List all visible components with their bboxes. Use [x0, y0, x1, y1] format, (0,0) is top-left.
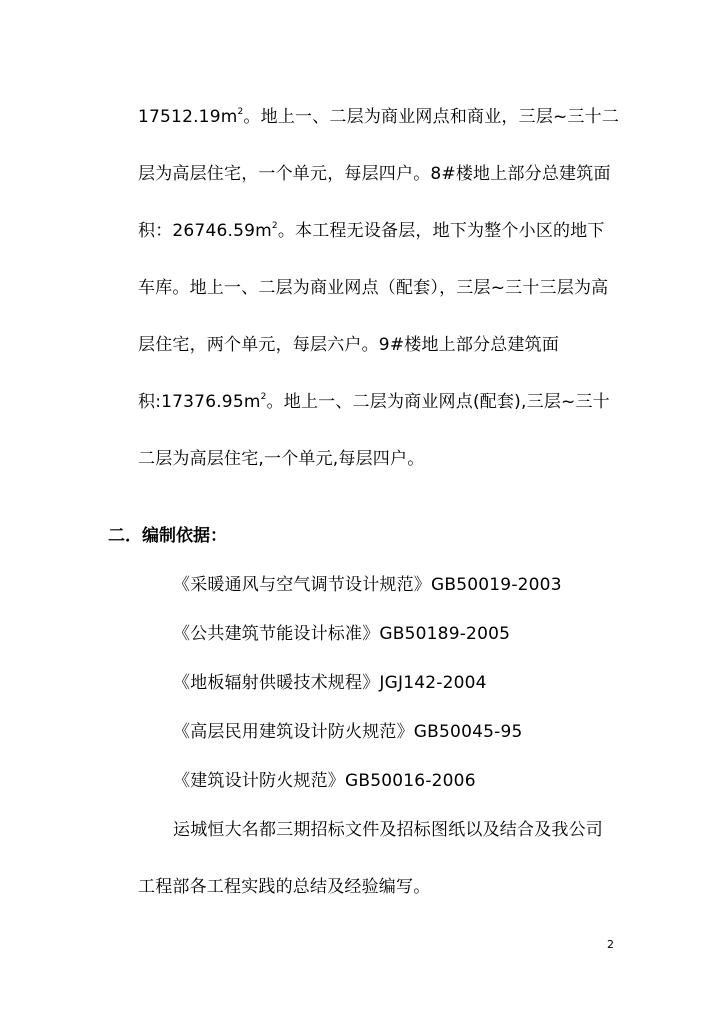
body-line-7: 二层为高层住宅,一个单元,每层四户。	[138, 449, 425, 469]
superscript: 2	[271, 221, 278, 231]
body-line-2: 层为高层住宅，一个单元，每层四户。8#楼地上部分总建筑面	[138, 164, 611, 184]
body-line-6	[138, 391, 610, 413]
body-line-4: 车库。地上一、二层为商业网点（配套），三层~三十三层为高	[138, 278, 609, 298]
standard-item-4: 《高层民用建筑设计防火规范》GB50045-95	[173, 722, 523, 742]
closing-line-2: 工程部各工程实践的总结及经验编写。	[138, 877, 431, 897]
line-text: 。本工程无设备层，地下为整个小区的地下	[277, 221, 605, 241]
line-text: 。地上一、二层为商业网点(配套),三层~三十	[266, 392, 610, 412]
superscript: 2	[237, 107, 244, 117]
standard-item-1: 《采暖通风与空气调节设计规范》GB50019-2003	[173, 575, 562, 595]
line-text: 。地上一、二层为商业网点和商业，三层~三十二	[243, 107, 620, 127]
standard-item-3: 《地板辐射供暖技术规程》JGJ142-2004	[173, 673, 487, 693]
superscript: 2	[260, 392, 267, 402]
body-line-1	[138, 106, 619, 128]
area-value: 积：26746.59m	[138, 221, 272, 241]
area-value: 17512.19m	[138, 107, 238, 127]
standard-item-2: 《公共建筑节能设计标准》GB50189-2005	[173, 624, 511, 644]
area-value: 积:17376.95m	[138, 392, 261, 412]
section-heading: 二．编制依据：	[108, 526, 227, 546]
body-line-3	[138, 220, 605, 242]
page-number: 2	[607, 938, 614, 951]
closing-line-1: 运城恒大名都三期招标文件及招标图纸以及结合及我公司	[173, 820, 603, 840]
body-line-5: 层住宅，两个单元，每层六户。9#楼地上部分总建筑面	[138, 335, 560, 355]
standard-item-5: 《建筑设计防火规范》GB50016-2006	[173, 771, 476, 791]
